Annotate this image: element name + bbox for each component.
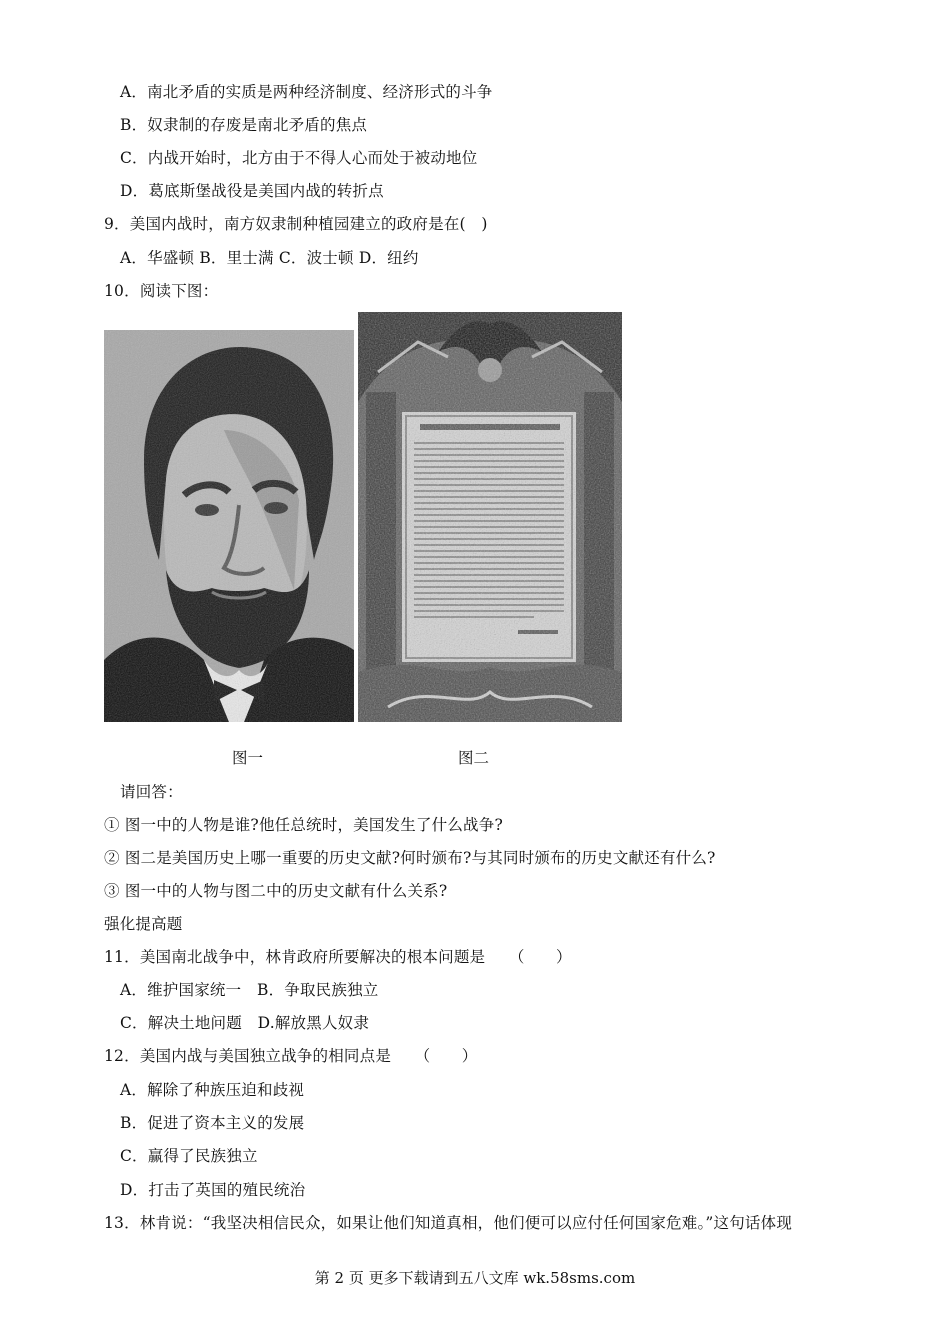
q12-option-d: D．打击了英国的殖民统治: [120, 1181, 306, 1199]
q12-option-a: A．解除了种族压迫和歧视: [120, 1081, 305, 1099]
q10-prompt: 请回答：: [120, 783, 183, 801]
q11-options-line-2: C．解决土地问题 D.解放黑人奴隶: [120, 1014, 370, 1032]
q13-stem: 13．林肯说：“我坚决相信民众，如果让他们知道真相，他们便可以应付任何国家危难。”这句话体现: [104, 1214, 793, 1232]
q8-option-c: C．内战开始时，北方由于不得人心而处于被动地位: [120, 149, 478, 167]
q10-stem: 10．阅读下图：: [104, 282, 219, 300]
q11-options-line-1: A．维护国家统一 B．争取民族独立: [120, 981, 379, 999]
figure-1-portrait: [104, 330, 354, 722]
q11-stem: 11．美国南北战争中，林肯政府所要解决的根本问题是 （ ）: [104, 948, 572, 966]
q12-option-c: C．赢得了民族独立: [120, 1147, 258, 1165]
q12-stem: 12．美国内战与美国独立战争的相同点是 （ ）: [104, 1047, 478, 1065]
section-heading: 强化提高题: [104, 915, 183, 933]
q8-option-d: D．葛底斯堡战役是美国内战的转折点: [120, 182, 384, 200]
page-footer: 第 2 页 更多下载请到五八文库 wk.58sms.com: [314, 1269, 636, 1287]
portrait-image: [104, 330, 354, 722]
figure-1-caption: 图一: [232, 749, 264, 767]
figure-2-caption: 图二: [458, 749, 490, 767]
q10-subquestion-3: ③ 图一中的人物与图二中的历史文献有什么关系?: [104, 882, 448, 900]
q8-option-a: A．南北矛盾的实质是两种经济制度、经济形式的斗争: [120, 83, 493, 101]
q10-subquestion-1: ① 图一中的人物是谁?他任总统时，美国发生了什么战争?: [104, 816, 503, 834]
q10-subquestion-2: ② 图二是美国历史上哪一重要的历史文献?何时颁布?与其同时颁布的历史文献还有什么?: [104, 849, 716, 867]
historical-document-image: [358, 312, 622, 722]
q12-option-b: B．促进了资本主义的发展: [120, 1114, 305, 1132]
q9-stem: 9．美国内战时，南方奴隶制种植园建立的政府是在( ): [104, 215, 488, 233]
figure-2-document: [358, 312, 622, 722]
q9-options: A．华盛顿 B．里士满 C．波士顿 D．纽约: [120, 249, 419, 267]
q8-option-b: B．奴隶制的存废是南北矛盾的焦点: [120, 116, 368, 134]
